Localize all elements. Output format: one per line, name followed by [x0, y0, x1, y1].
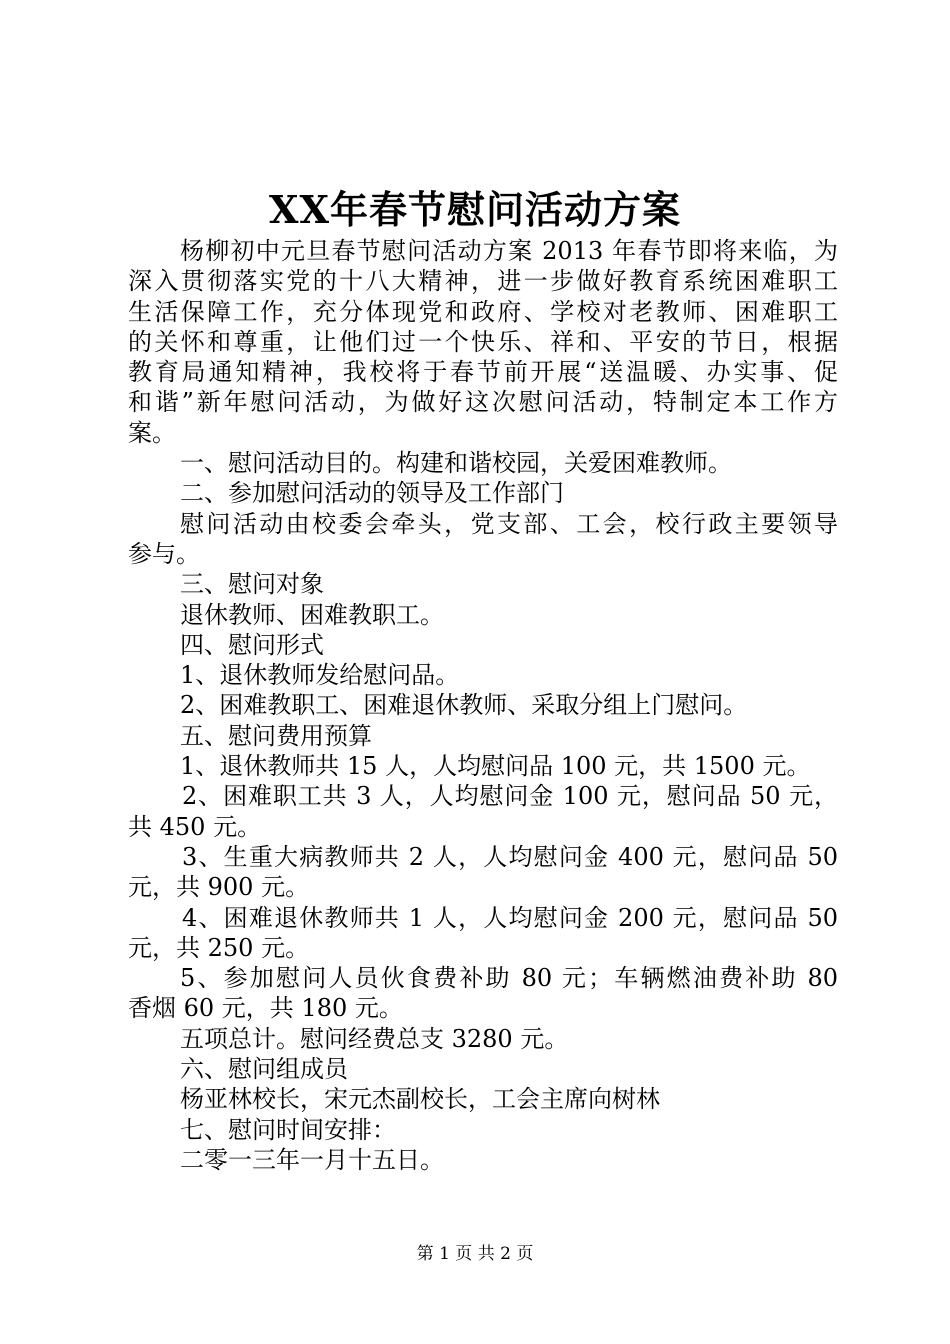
list-item: 2、困难职工共 3 人，人均慰问金 100 元，慰问品 50 元，: [182, 782, 838, 811]
section-heading: 六、慰问组成员: [180, 1055, 348, 1084]
list-item: 4、困难退休教师共 1 人，人均慰问金 200 元，慰问品 50: [182, 903, 838, 932]
list-item: 2、困难教职工、困难退休教师、采取分组上门慰问。: [180, 691, 748, 720]
list-item-continuation: 香烟 60 元，共 180 元。: [128, 994, 403, 1023]
section-heading: 五、慰问费用预算: [180, 721, 372, 750]
list-item-continuation: 元，共 900 元。: [128, 873, 310, 902]
paragraph-line: 和谐”新年慰问活动，为做好这次慰问活动，特制定本工作方: [128, 388, 838, 417]
section-heading: 一、慰问活动目的。构建和谐校园，关爱困难教师。: [180, 449, 732, 478]
document-title: XX年春节慰问活动方案: [269, 187, 681, 232]
paragraph-line: 案。: [128, 418, 176, 447]
document-body: [128, 236, 838, 1175]
section-heading: 三、慰问对象: [180, 570, 324, 599]
paragraph-line: 的关怀和尊重，让他们过一个快乐、祥和、平安的节日，根据: [128, 327, 838, 356]
list-item-continuation: 元，共 250 元。: [128, 933, 310, 962]
paragraph-line: 退休教师、困难教职工。: [180, 600, 444, 629]
paragraph-line: 杨亚林校长，宋元杰副校长，工会主席向树林: [180, 1085, 660, 1114]
list-item: 5、参加慰问人员伙食费补助 80 元；车辆燃油费补助 80: [180, 964, 838, 993]
section-heading: 二、参加慰问活动的领导及工作部门: [180, 479, 564, 508]
paragraph-line: 二零一三年一月十五日。: [180, 1145, 444, 1174]
paragraph-line: 杨柳初中元旦春节慰问活动方案 2013 年春节即将来临，为: [180, 237, 838, 265]
paragraph-line: 五项总计。慰问经费总支 3280 元。: [180, 1024, 569, 1053]
paragraph-line: 慰问活动由校委会牵头，党支部、工会，校行政主要领导: [180, 509, 838, 538]
list-item: 3、生重大病教师共 2 人，人均慰问金 400 元，慰问品 50: [182, 842, 838, 871]
paragraph-line: 参与。: [128, 539, 200, 568]
list-item-continuation: 共 450 元。: [128, 812, 262, 841]
paragraph-line: 生活保障工作，充分体现党和政府、学校对老教师、困难职工: [128, 297, 838, 326]
paragraph-line: 教育局通知精神，我校将于春节前开展“送温暖、办实事、促: [128, 358, 838, 387]
page-footer: 第 1 页 共 2 页: [416, 1244, 534, 1264]
list-item: 1、退休教师共 15 人，人均慰问品 100 元，共 1500 元。: [180, 752, 811, 781]
section-heading: 七、慰问时间安排：: [180, 1115, 396, 1144]
list-item: 1、退休教师发给慰问品。: [180, 661, 460, 690]
paragraph-line: 深入贯彻落实党的十八大精神，进一步做好教育系统困难职工: [128, 267, 838, 296]
section-heading: 四、慰问形式: [180, 630, 324, 659]
